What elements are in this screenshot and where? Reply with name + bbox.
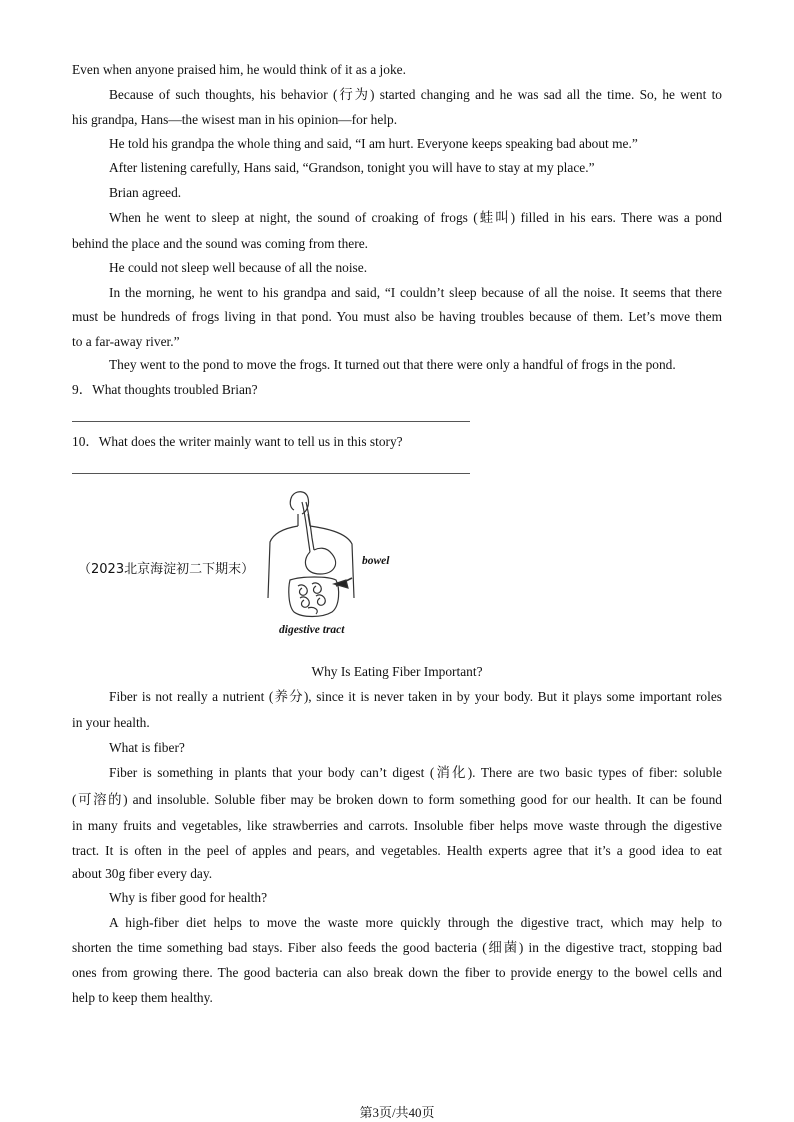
page-number: 第3页/共40页: [359, 1105, 435, 1120]
passage1-line: behind the place and the sound was coming from there.: [72, 236, 368, 251]
question-9: 9．What thoughts troubled Brian?: [72, 382, 258, 397]
passage1-line: He could not sleep well because of all the noise.: [109, 260, 368, 275]
passage1-line: In the morning, he went to his grandpa and said, “I couldn’t sleep because of all the noise. It seems that there: [109, 285, 722, 300]
passage1-line: must be hundreds of frogs living in that pond. You must also be having troubles because of them. Let’s move them: [72, 309, 722, 324]
passage1-line: After listening carefully, Hans said, “Grandson, tonight you will have to stay at my place.”: [109, 160, 595, 175]
passage2-line: Fiber is something in plants that your body can’t digest (消化). There are two basic types of fiber: soluble: [109, 765, 722, 780]
answer-line-10[interactable]: [72, 473, 470, 474]
figure-label-bowel: bowel: [362, 555, 390, 567]
passage2-line: A high-fiber diet helps to move the waste more quickly through the digestive tract, which may help to: [109, 915, 722, 930]
passage2-line: help to keep them healthy.: [72, 990, 213, 1005]
passage2-line: in many fruits and vegetables, like strawberries and carrots. Insoluble fiber helps move waste through the digestive: [72, 818, 722, 833]
passage1-line: He told his grandpa the whole thing and said, “I am hurt. Everyone keeps speaking bad about me.”: [109, 136, 638, 151]
passage2-line: about 30g fiber every day.: [72, 866, 213, 881]
passage2-line: Why is fiber good for health?: [109, 890, 268, 905]
passage2-title: Why Is Eating Fiber Important?: [311, 664, 483, 679]
passage1-line: Brian agreed.: [109, 185, 182, 200]
passage2-line: in your health.: [72, 715, 150, 730]
passage2-line: shorten the time something bad stays. Fiber also feeds the good bacteria (细菌) in the digestive tract, stopping bad: [72, 940, 722, 955]
passage2-line: Fiber is not really a nutrient (养分), since it is never taken in by your body. But it plays some important roles: [109, 689, 722, 704]
passage1-line: his grandpa, Hans—the wisest man in his opinion—for help.: [72, 112, 398, 127]
passage1-line: Because of such thoughts, his behavior (行为) started changing and he was sad all the time. So, he went to: [109, 87, 722, 102]
question-10: 10．What does the writer mainly want to tell us in this story?: [72, 434, 403, 449]
source-tag: （2023北京海淀初二下期末）: [78, 562, 255, 577]
passage2-line: ones from growing there. The good bacteria can also break down the fiber to provide energy to the bowel cells and: [72, 965, 722, 980]
passage2-line: tract. It is often in the peel of apples and pears, and vegetables. Health experts agree that it’s a good idea to eat: [72, 843, 722, 858]
passage1-line: Even when anyone praised him, he would think of it as a joke.: [72, 62, 406, 77]
passage1-line: They went to the pond to move the frogs. It turned out that there were only a handful of frogs in the pond.: [109, 357, 676, 372]
figure-label-digestive-tract: digestive tract: [279, 624, 345, 636]
passage1-line: to a far-away river.”: [72, 334, 180, 349]
passage2-line: What is fiber?: [109, 740, 185, 755]
passage1-line: When he went to sleep at night, the sound of croaking of frogs (蛙叫) filled in his ears. There was a pond: [109, 210, 722, 225]
answer-line-9[interactable]: [72, 421, 470, 422]
passage2-line: (可溶的) and insoluble. Soluble fiber may be broken down to form something good for our health. It can be found: [72, 792, 722, 807]
